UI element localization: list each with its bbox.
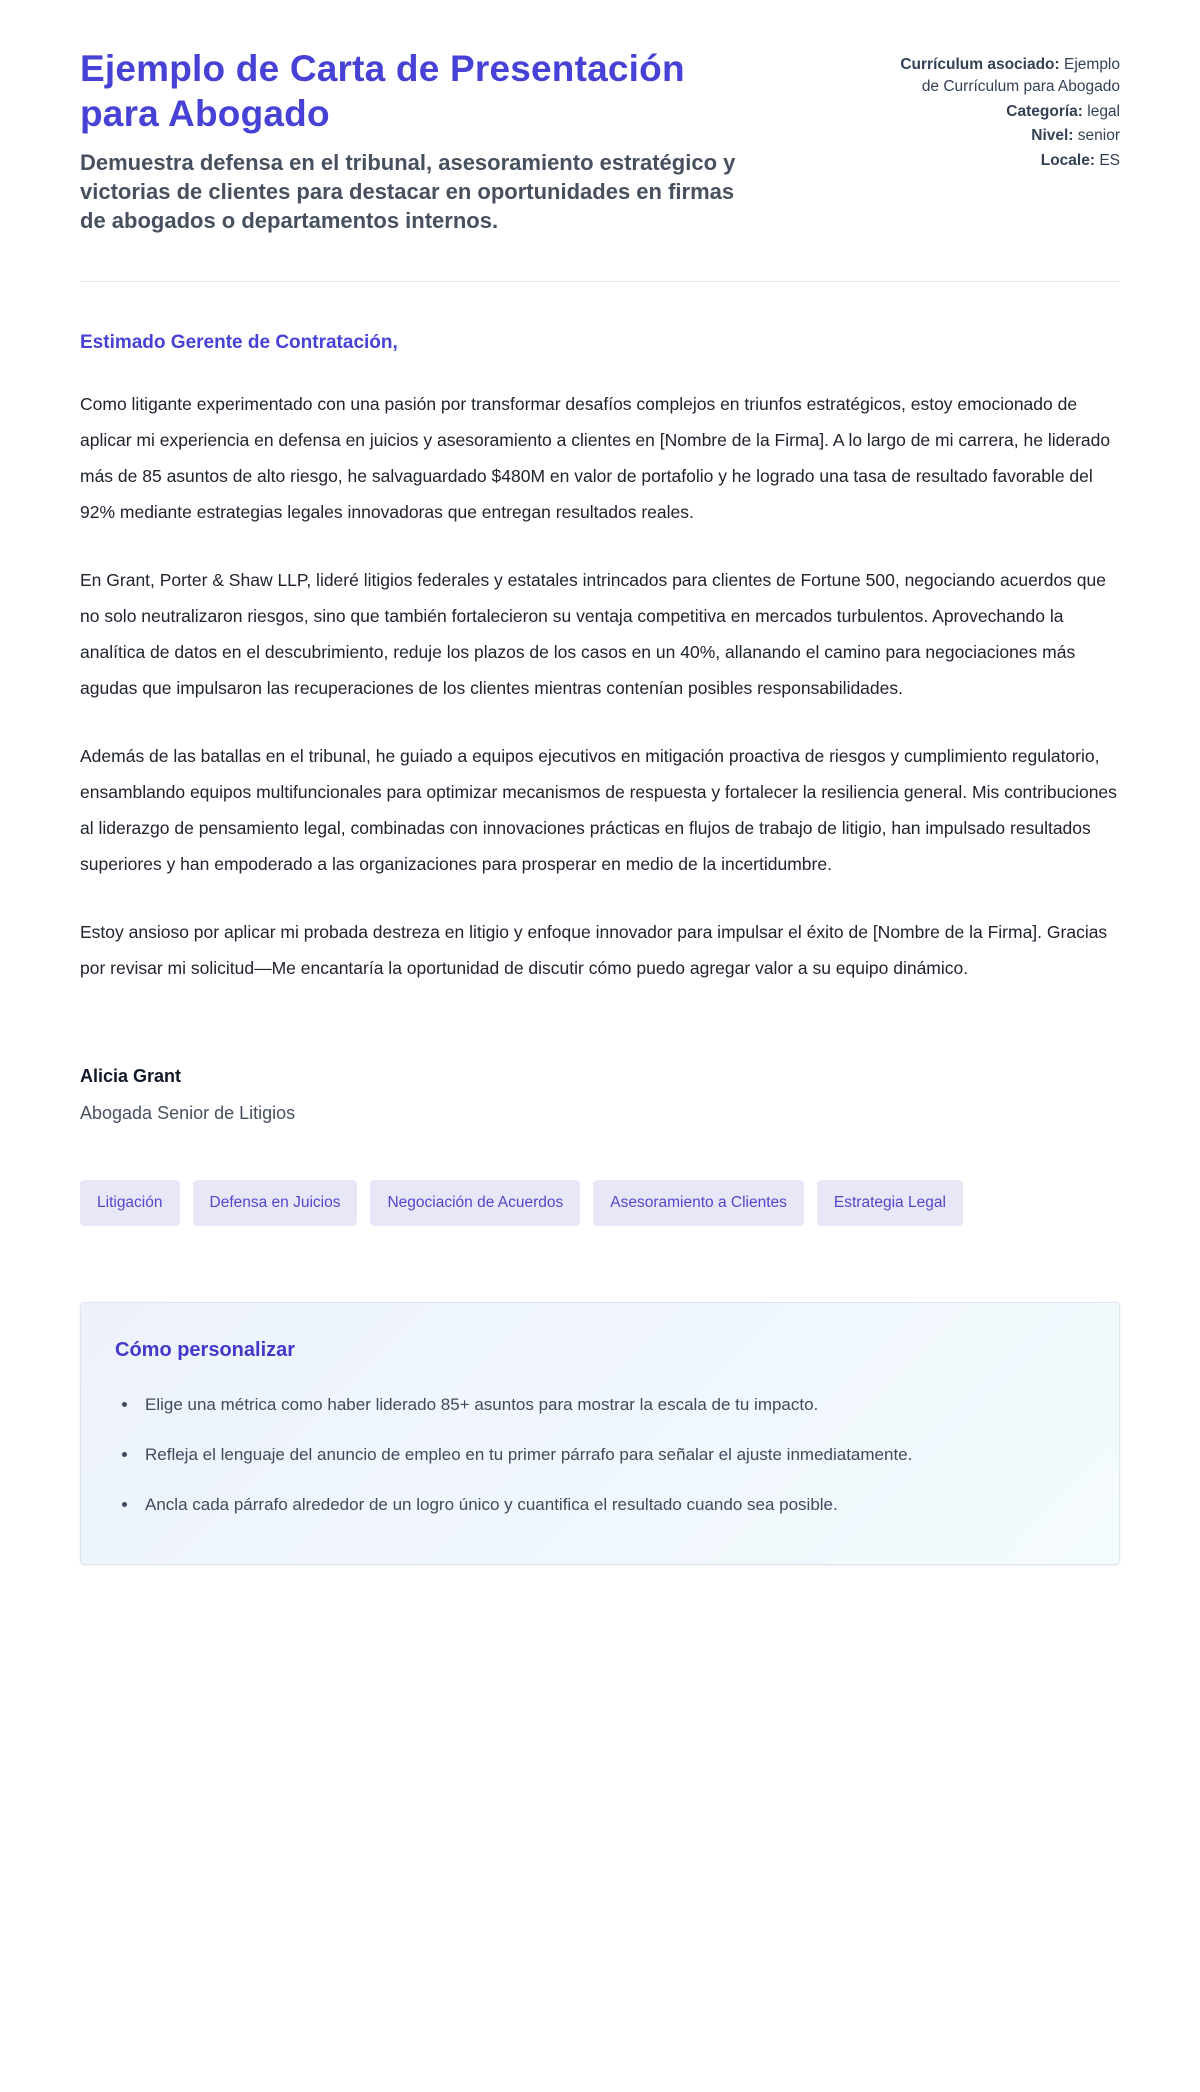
meta-value: ES [1099,151,1120,169]
meta-label: Nivel: [1031,127,1074,145]
skill-tags [80,1180,980,1226]
meta-label: Locale: [1040,151,1095,169]
header-divider [80,281,1120,282]
document-header [80,46,1120,235]
tip-item: • Refleja el lenguaje del anuncio de empleo en tu primer párrafo para señalar el ajuste inmediatamente. [139,1438,1085,1472]
cover-letter-body [80,332,1120,1124]
letter-paragraph: Estoy ansioso por aplicar mi probada destreza en litigio y enfoque innovador para impulsar el éxito de [Nombre de la Firma]. Gracias por revisar mi solicitud—Me encantaría la oportunidad de discutir cómo puedo agregar valor a su equipo dinámico. [80,922,1108,979]
signature-block [80,1066,1120,1124]
meta-value: legal [1087,102,1120,120]
signature-name: Alicia Grant [80,1066,182,1087]
tips-title: Cómo personalizar [115,1338,296,1361]
header-title-block [80,46,760,235]
letter-paragraph: En Grant, Porter & Shaw LLP, lideré litigios federales y estatales intrincados para clientes de Fortune 500, negociando acuerdos que no solo neutralizaron riesgos, sino que también fortalecieron su ventaja competitiva en mercados turbulentos. Aprovechando la analítica de datos en el descubrimiento, reduje los plazos de los casos en un 40%, allanando el camino para negociaciones más agudas que impulsaron las recuperaciones de los clientes mientras contenían posibles responsabilidades. [80,570,1106,699]
page-subtitle: Demuestra defensa en el tribunal, asesoramiento estratégico y victorias de clientes para destacar en oportunidades en firmas de abogados o departamentos internos. [80,150,736,234]
tag-chip: Negociación de Acuerdos [370,1180,580,1226]
meta-row-level [888,125,1120,147]
meta-value: senior [1077,127,1120,145]
page-title: Ejemplo de Carta de Presentación para Abogado [80,48,685,135]
tips-list [115,1388,1085,1522]
personalization-tips-box [80,1302,1120,1565]
tag-chip: Defensa en Juicios [193,1180,358,1226]
tag-chip: Asesoramiento a Clientes [593,1180,804,1226]
meta-label: Categoría: [1006,102,1083,120]
meta-value: Ejemplo de Currículum para Abogado [921,56,1120,96]
tag-chip: Estrategia Legal [817,1180,963,1226]
content-container [80,0,1120,1565]
signature-title: Abogada Senior de Litigios [80,1103,296,1124]
letter-paragraph: Como litigante experimentado con una pasión por transformar desafíos complejos en triunfos estratégicos, estoy emocionado de aplicar mi experiencia en defensa en juicios y asesoramiento a clientes en [Nombre de la Firma]. A lo largo de mi carrera, he liderado más de 85 asuntos de alto riesgo, he salvaguardado $480M en valor de portafolio y he logrado una tasa de resultado favorable del 92% mediante estrategias legales innovadoras que entregan resultados reales. [80,394,1111,523]
letter-greeting: Estimado Gerente de Contratación, [80,332,398,354]
meta-row-locale [888,150,1120,172]
meta-label: Currículum asociado: [900,56,1060,73]
tag-chip: Litigación [80,1180,180,1226]
meta-row-category [888,101,1120,123]
metadata-panel [888,46,1120,174]
tip-item: • Ancla cada párrafo alrededor de un logro único y cuantifica el resultado cuando sea posible. [139,1488,1085,1522]
meta-row-resume [888,54,1120,99]
tip-item: • Elige una métrica como haber liderado 85+ asuntos para mostrar la escala de tu impacto. [139,1388,1085,1422]
letter-paragraph: Además de las batallas en el tribunal, he guiado a equipos ejecutivos en mitigación proactiva de riesgos y cumplimiento regulatorio, ensamblando equipos multifuncionales para optimizar mecanismos de respuesta y fortalecer la resiliencia general. Mis contribuciones al liderazgo de pensamiento legal, combinadas con innovaciones prácticas en flujos de trabajo de litigio, han impulsado resultados superiores y han empoderado a las organizaciones para prosperar en medio de la incertidumbre. [80,746,1117,875]
